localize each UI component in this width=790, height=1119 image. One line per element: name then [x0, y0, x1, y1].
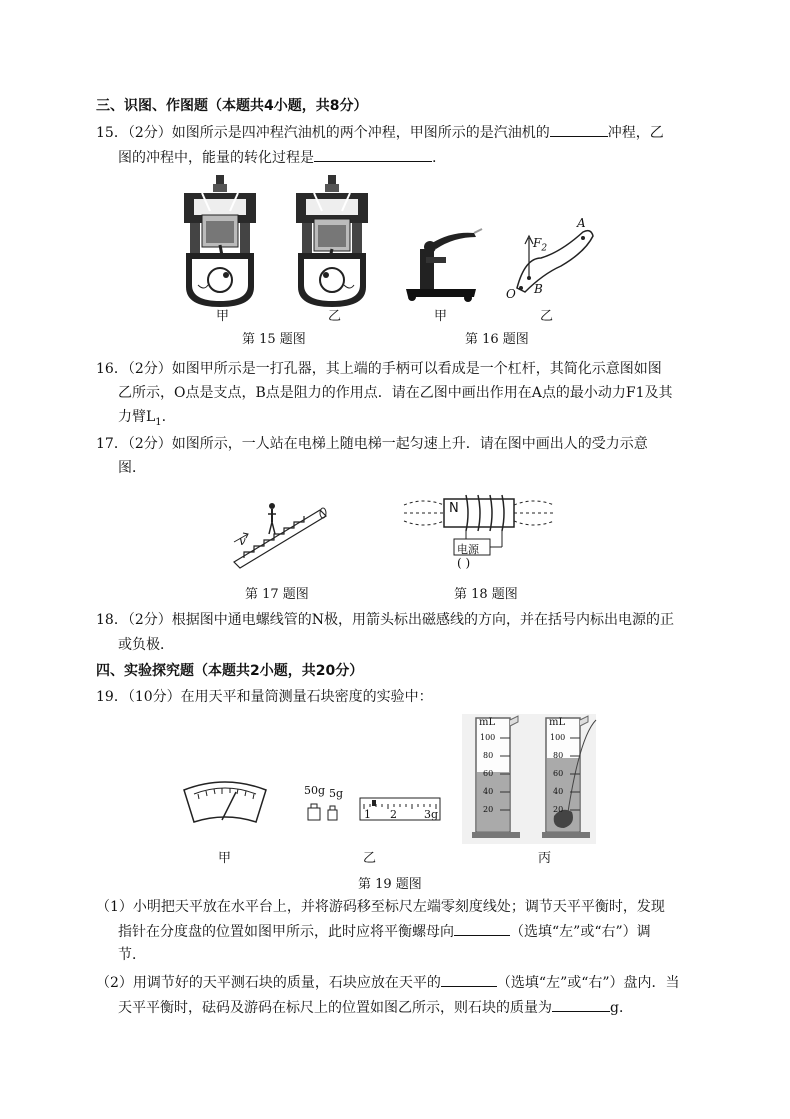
point-b-label: B: [534, 282, 543, 296]
fig18-caption: 第 18 题图: [454, 587, 518, 602]
scale-tick-3g: 3g: [424, 808, 439, 821]
cyl1-unit: mL: [479, 717, 496, 728]
q15-text-1a: 15．（2分）如图所示是四冲程汽油机的两个冲程，甲图所示的是汽油机的: [96, 125, 550, 141]
polarity-paren: ( ): [457, 556, 471, 570]
fig17-caption: 第 17 题图: [245, 587, 309, 602]
point-o-label: O: [506, 287, 516, 301]
fig15-label-jia: 甲: [216, 309, 230, 324]
velocity-label: v: [239, 534, 246, 548]
q19-p1-line-1: （1）小明把天平放在水平台上，并将游码移至标尺左端零刻度线处；调节天平平衡时，发现: [96, 899, 665, 915]
fig19-caption: 第 19 题图: [358, 877, 422, 892]
q16-text-3a: 力臂L: [118, 409, 156, 425]
q16-line-2: 乙所示，O点是支点，B点是阻力的作用点．请在乙图中画出作用在A点的最小动力F1及其: [118, 385, 673, 401]
escalator-figure: [228, 492, 328, 572]
engine-jia-figure: [180, 175, 260, 310]
cyl2-tick-60: 60: [553, 769, 564, 778]
q18-line-2: 或负极．: [118, 637, 174, 653]
q15-text-2b: .: [432, 150, 437, 166]
cyl2-tick-20: 20: [553, 805, 564, 814]
q19-p2-text-2b: g．: [610, 1000, 633, 1016]
fig19-label-bing: 丙: [538, 851, 552, 866]
lever-sketch-figure: [505, 218, 605, 308]
q15-line-2: [118, 146, 436, 169]
q15-blank-1[interactable]: [550, 121, 608, 137]
north-pole-label: N: [449, 501, 459, 516]
weight-50g-label: 50g: [304, 784, 326, 797]
q16-sub: 1: [155, 416, 162, 428]
q18-line-1: 18．（2分）根据图中通电螺线管的N极，用箭头标出磁感线的方向，并在括号内标出电源的正: [96, 612, 674, 628]
cylinder-water-figure: [470, 716, 530, 840]
cyl2-tick-80: 80: [553, 751, 564, 760]
q16-text-3b: .: [161, 409, 167, 425]
section-3-title: 三、识图、作图题（本题共4小题，共8分）: [96, 98, 368, 114]
q19-p1-line-2: [118, 920, 651, 943]
q17-line-2: 图．: [118, 460, 146, 476]
fig16-label-jia: 甲: [434, 309, 448, 324]
q19-blank-2[interactable]: [441, 971, 497, 987]
fig15-label-yi: 乙: [328, 309, 342, 324]
q16-line-3: [118, 406, 166, 434]
cyl2-tick-40: 40: [553, 787, 564, 796]
power-source-label: 电源: [457, 543, 479, 556]
section-4-title: 四、实验探究题（本题共2小题，共20分）: [96, 663, 364, 679]
point-a-label: A: [577, 216, 586, 230]
q19-p2-line-1: [96, 971, 680, 994]
fig19-label-jia: 甲: [218, 851, 232, 866]
cyl1-tick-40: 40: [483, 787, 494, 796]
fig15-caption: 第 15 题图: [242, 332, 306, 347]
q15-text-2a: 图的冲程中，能量的转化过程是: [118, 150, 314, 166]
fig16-caption: 第 16 题图: [465, 332, 529, 347]
cyl1-tick-20: 20: [483, 805, 494, 814]
q19-p1-text-2b: （选填“左”或“右”）调: [510, 924, 651, 940]
hole-punch-figure: [402, 225, 484, 303]
cyl1-tick-100: 100: [480, 733, 496, 742]
cyl1-tick-80: 80: [483, 751, 494, 760]
q19-p2-text-1a: （2）用调节好的天平测石块的质量，石块应放在天平的: [96, 975, 441, 991]
q15-text-1b: 冲程，乙: [607, 125, 664, 141]
balance-dial-figure: [182, 780, 268, 824]
force-f-text: F: [533, 236, 542, 250]
force-sub-text: 2: [541, 243, 548, 254]
q15-blank-2[interactable]: [314, 146, 432, 162]
q15-line-1: [96, 121, 664, 144]
weight-5g-label: 5g: [329, 787, 344, 800]
q16-line-1: 16．（2分）如图甲所示是一打孔器，其上端的手柄可以看成是一个杠杆，其简化示意图如图: [96, 361, 662, 377]
fig19-label-yi: 乙: [363, 851, 377, 866]
q17-line-1: 17．（2分）如图所示，一人站在电梯上随电梯一起匀速上升．请在图中画出人的受力示意: [96, 436, 648, 452]
force-f2-label: [533, 236, 547, 253]
q19-p2-line-2: [118, 996, 633, 1019]
weights-figure: [306, 800, 346, 824]
q19-blank-1[interactable]: [454, 920, 510, 936]
fig16-label-yi: 乙: [540, 309, 554, 324]
q19-p1-text-2a: 指针在分度盘的位置如图甲所示，此时应将平衡螺母向: [118, 924, 454, 940]
q19-p1-line-3: 节．: [118, 947, 146, 963]
cyl2-unit: mL: [549, 717, 566, 728]
scale-tick-1: 1: [364, 808, 371, 821]
q19-blank-3[interactable]: [552, 996, 610, 1012]
scale-tick-2: 2: [390, 808, 397, 821]
cyl1-tick-60: 60: [483, 769, 494, 778]
engine-yi-figure: [292, 175, 372, 310]
cyl2-tick-100: 100: [550, 733, 566, 742]
q19-p2-text-2a: 天平平衡时，砝码及游码在标尺上的位置如图乙所示，则石块的质量为: [118, 1000, 552, 1016]
solenoid-figure: [404, 487, 554, 567]
q19-p2-text-1b: （选填“左”或“右”）盘内．当: [496, 975, 680, 991]
q19-intro: 19．（10分）在用天平和量筒测量石块密度的实验中：: [96, 689, 433, 705]
